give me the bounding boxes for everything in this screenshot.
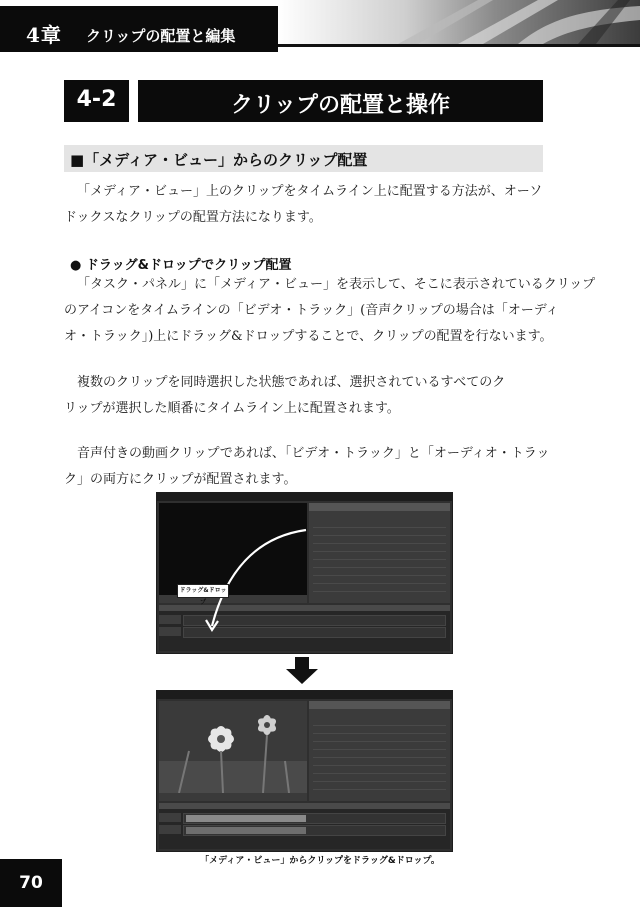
track-header [159, 615, 181, 624]
placed-video-clip [186, 815, 306, 822]
media-row [313, 523, 446, 528]
media-row [313, 729, 446, 734]
section-number: 4-2 [76, 87, 117, 112]
panel-tabs [309, 503, 450, 511]
bullet-heading: ● ドラッグ&ドロップでクリップ配置 [70, 258, 292, 273]
figure-caption: 「メディア・ビュー」からクリップをドラッグ&ドロップ。 [200, 856, 440, 866]
media-row [313, 579, 446, 584]
intro-line: ドックスなクリップの配置方法になります。 [64, 210, 322, 225]
track-header [159, 813, 181, 822]
body-line: ク」の両方にクリップが配置されます。 [64, 472, 297, 487]
media-row [313, 745, 446, 750]
timeline [159, 803, 450, 849]
video-track [183, 813, 446, 824]
audio-track [183, 627, 446, 638]
screenshot-titlebar [157, 493, 452, 501]
intro-line: 「メディア・ビュー」上のクリップをタイムライン上に配置する方法が、オーソ [77, 184, 543, 199]
media-row [313, 547, 446, 552]
header-rule [278, 44, 640, 47]
track-header [159, 825, 181, 834]
playback-controls [159, 793, 307, 801]
screenshot-before [156, 492, 453, 654]
intro-paragraph [64, 179, 544, 231]
body-line: リップが選択した順番にタイムライン上に配置されます。 [64, 401, 400, 416]
media-row [313, 769, 446, 774]
media-row [313, 571, 446, 576]
body-paragraph-3 [64, 441, 550, 493]
page-number: 70 [19, 873, 43, 893]
body-line: のアイコンをタイムラインの「ビデオ・トラック」(音声クリップの場合は「オーディ [64, 303, 559, 318]
media-row [313, 563, 446, 568]
placed-audio-clip [186, 827, 306, 834]
chapter-block [0, 6, 278, 52]
media-view-panel [309, 701, 450, 801]
media-row [313, 721, 446, 726]
body-line: オ・トラック」)上にドラッグ&ドロップすることで、クリップの配置を行ないます。 [64, 329, 553, 344]
header-decoration-image [278, 0, 640, 44]
body-paragraph-2 [64, 370, 544, 422]
media-row [313, 737, 446, 742]
chapter-number: 4章 [26, 23, 62, 47]
media-view-panel [309, 503, 450, 603]
drag-drop-label: ドラッグ&ドロップ [177, 584, 229, 598]
screenshot-titlebar [157, 691, 452, 699]
media-row [313, 531, 446, 536]
media-row [313, 753, 446, 758]
timeline-ruler [159, 803, 450, 809]
media-row [313, 539, 446, 544]
chapter-title: クリップの配置と編集 [86, 27, 236, 45]
timeline [159, 605, 450, 651]
body-line: 音声付きの動画クリップであれば、「ビデオ・トラック」と「オーディオ・トラッ [77, 446, 550, 461]
body-paragraph-1 [64, 272, 596, 350]
subsection-title: ■「メディア・ビュー」からのクリップ配置 [70, 151, 368, 169]
body-line: 「タスク・パネル」に「メディア・ビュー」を表示して、そこに表示されているクリップ [77, 277, 596, 292]
panel-tabs [309, 701, 450, 709]
media-row [313, 761, 446, 766]
media-row [313, 777, 446, 782]
audio-track [183, 825, 446, 836]
section-title: クリップの配置と操作 [230, 93, 451, 118]
screenshot-after [156, 690, 453, 852]
preview-monitor [159, 503, 307, 595]
running-header [0, 0, 640, 56]
track-header [159, 627, 181, 636]
video-track [183, 615, 446, 626]
down-arrow-icon [284, 657, 320, 685]
media-row [313, 587, 446, 592]
body-line: 複数のクリップを同時選択した状態であれば、選択されているすべてのク [77, 375, 506, 390]
media-row [313, 785, 446, 790]
media-row [313, 555, 446, 560]
preview-monitor-flower [159, 701, 307, 793]
